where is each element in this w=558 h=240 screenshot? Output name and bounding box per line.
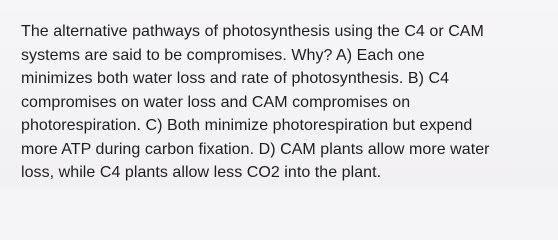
question-line: more ATP during carbon fixation. D) CAM plants allow more water bbox=[21, 140, 490, 158]
question-line: systems are said to be compromises. Why? A) Each one bbox=[21, 46, 425, 64]
question-line: compromises on water loss and CAM compromises on bbox=[21, 93, 411, 111]
question-text bbox=[21, 20, 536, 185]
question-line: minimizes both water loss and rate of photosynthesis. B) C4 bbox=[21, 70, 450, 87]
question-line: photorespiration. C) Both minimize photorespiration but expend bbox=[21, 117, 473, 134]
question-line: loss, while C4 plants allow less CO2 into the plant. bbox=[21, 164, 382, 181]
question-line: The alternative pathways of photosynthesis using the C4 or CAM bbox=[21, 23, 484, 40]
